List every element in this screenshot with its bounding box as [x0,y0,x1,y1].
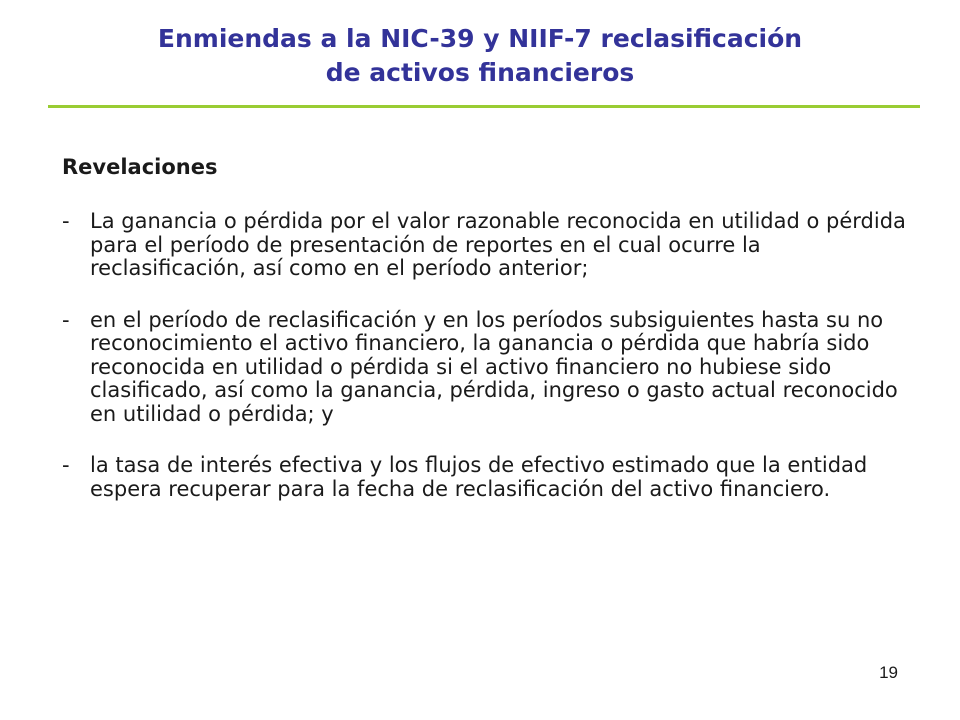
slide-title-line-2: de activos financieros [325,58,635,87]
bullet-text: la tasa de interés efectiva y los flujos de efectivo estimado que la entidad espera recuperar para la fecha de reclasificación del activo financiero. [90,453,868,501]
bullet-text: La ganancia o pérdida por el valor razonable reconocida en utilidad o pérdida para el período de presentación de reportes en el cual ocurre la reclasificación, así como en el período anterior; [90,209,906,280]
bullet-marker: - [62,209,70,233]
list-item [62,454,912,501]
title-divider [48,105,920,108]
section-heading: Revelaciones [62,155,218,179]
bullet-text: en el período de reclasificación y en los períodos subsiguientes hasta su no reconocimiento el activo financiero, la ganancia o pérdida que habría sido reconocida en utilidad o pérdida si el activo financiero no hubiese sido clasificado, así como la ganancia, pérdida, ingreso o gasto actual reconocido en utilidad o pérdida; y [90,307,898,426]
page-number: 19 [879,663,898,682]
bullet-marker: - [62,307,70,332]
bullet-marker: - [62,453,70,477]
list-item [62,210,912,281]
slide-title-line-1: Enmiendas a la NIC-39 y NIIF-7 reclasificación [157,24,803,53]
list-item [62,309,912,427]
bullet-list [62,210,912,529]
slide-title [0,22,960,90]
